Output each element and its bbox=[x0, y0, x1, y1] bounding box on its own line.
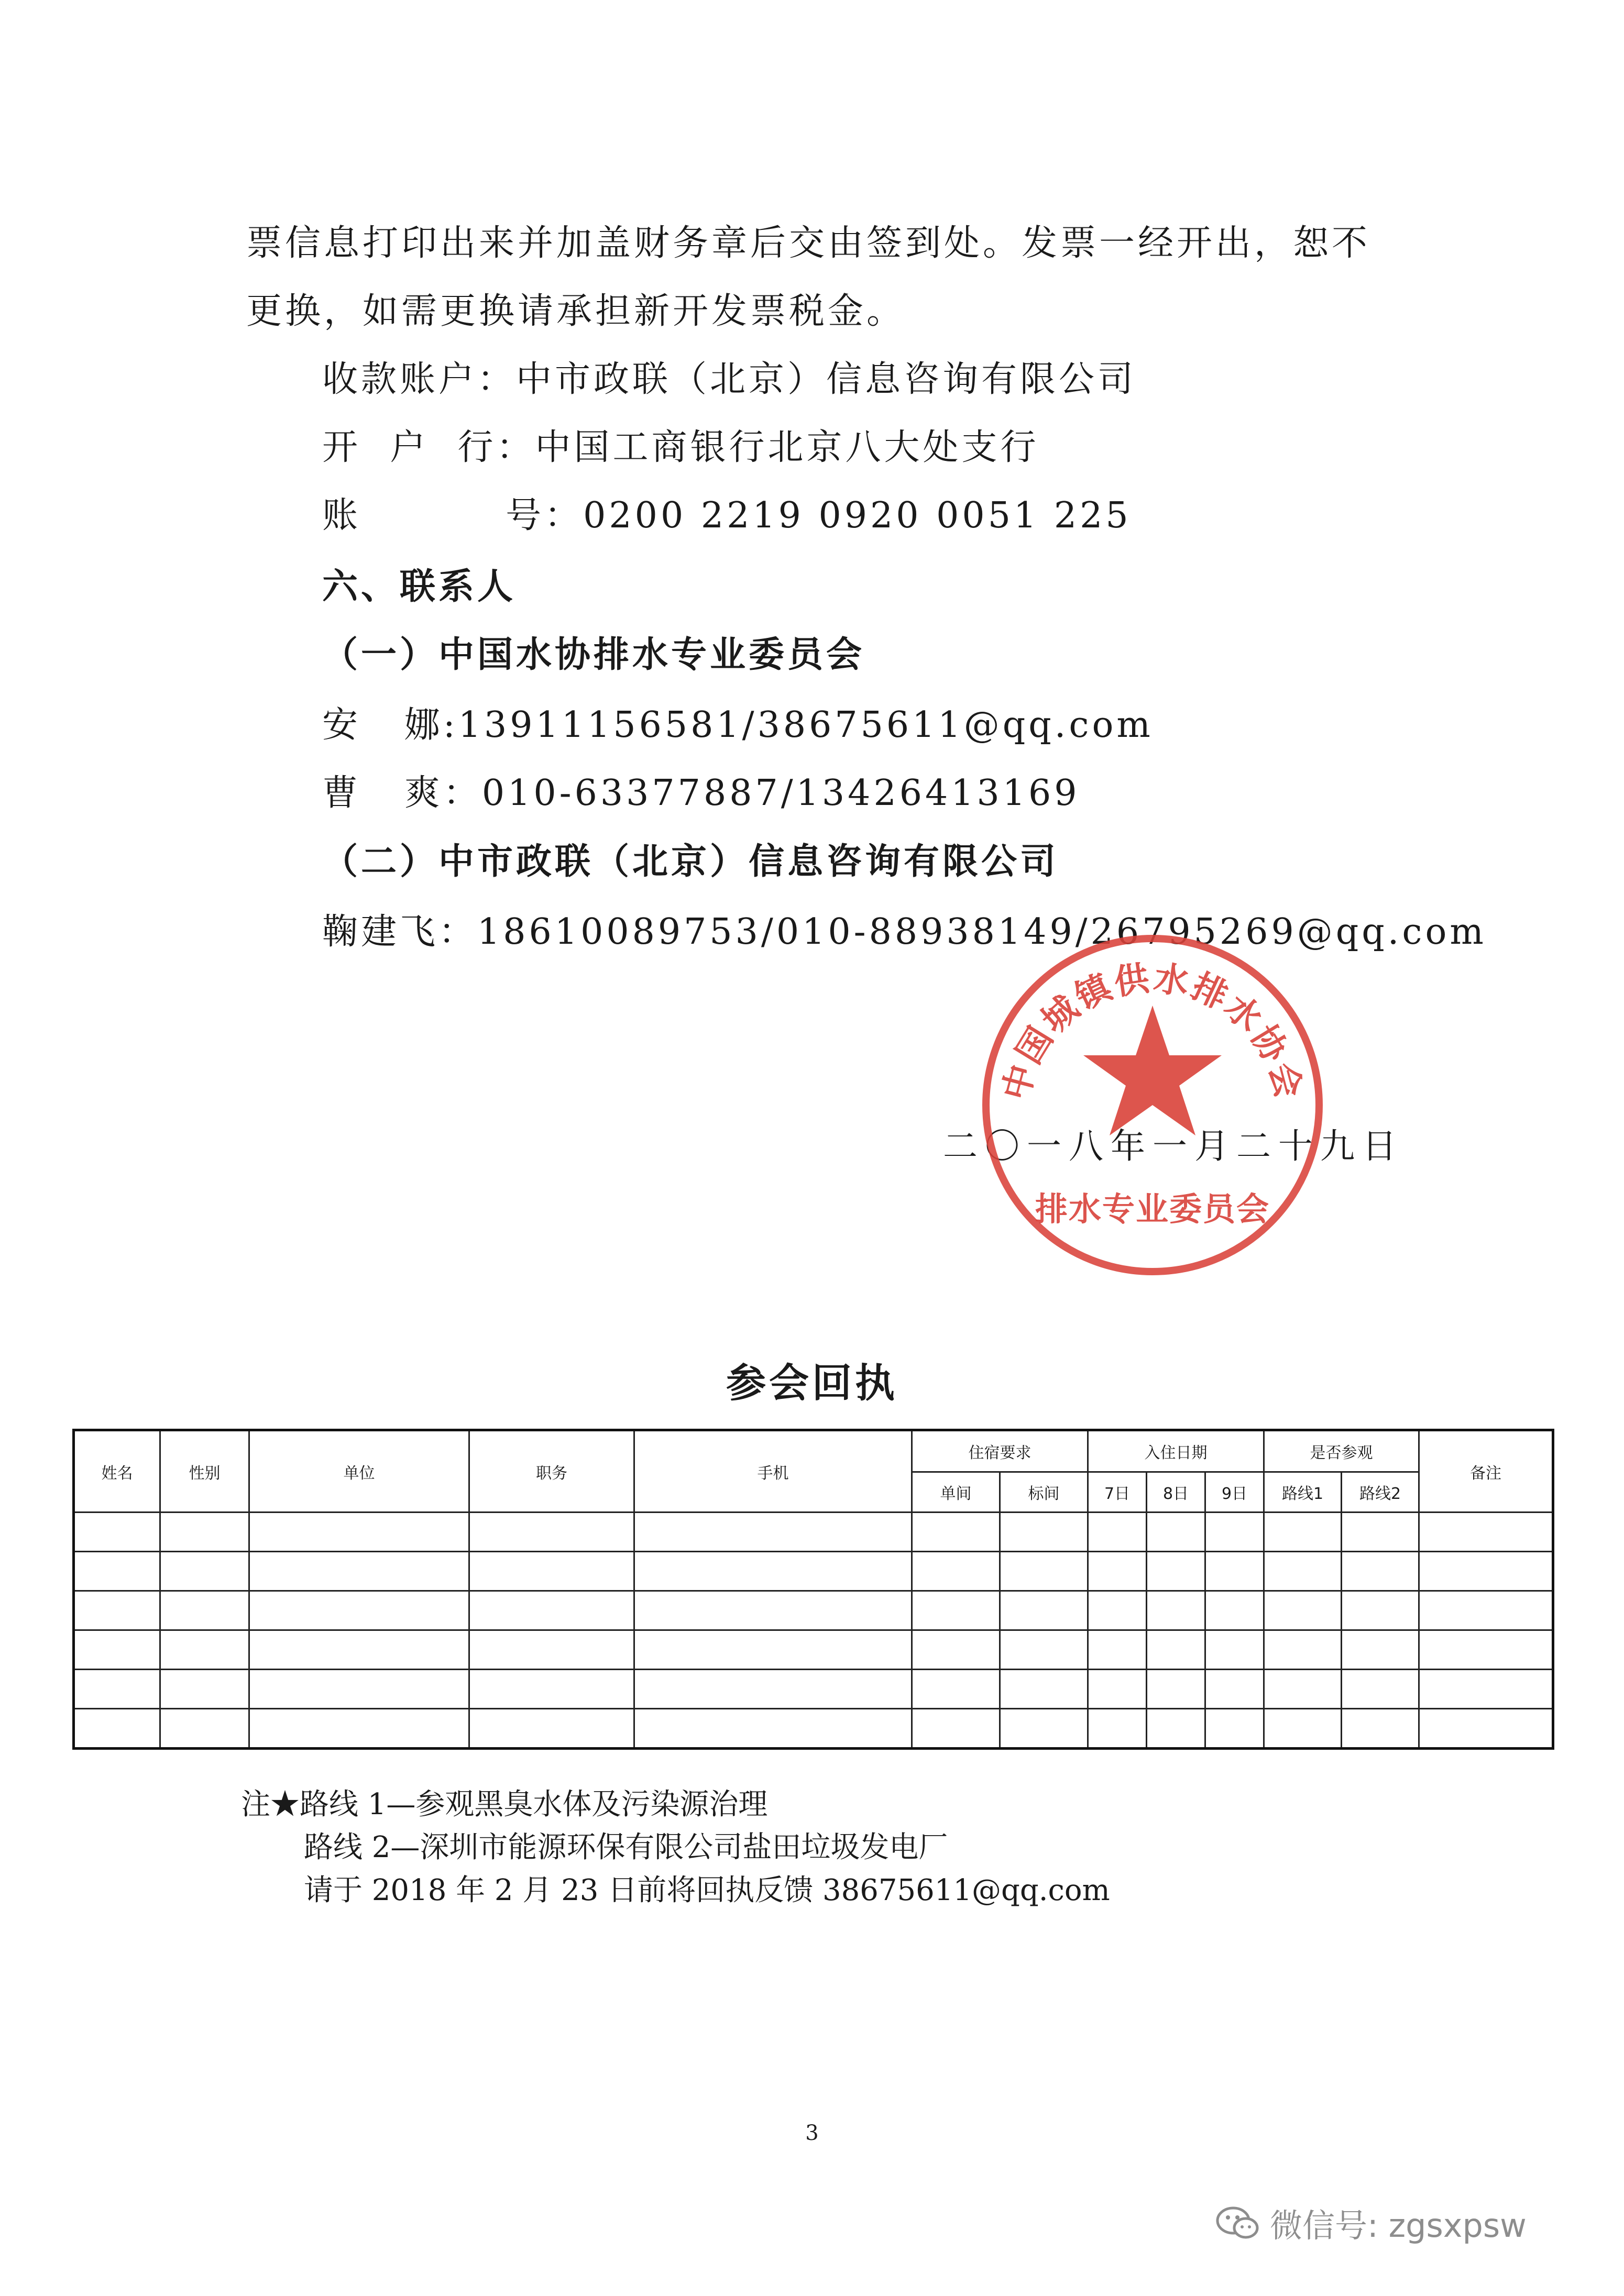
table-cell[interactable] bbox=[469, 1552, 634, 1591]
table-cell[interactable] bbox=[74, 1552, 160, 1591]
bank-row bbox=[322, 424, 1039, 471]
watermark-text: 微信号: zgsxpsw bbox=[1270, 2206, 1527, 2245]
table-cell[interactable] bbox=[1147, 1552, 1205, 1591]
table-cell[interactable] bbox=[1264, 1709, 1342, 1749]
table-cell[interactable] bbox=[160, 1513, 249, 1552]
table-cell[interactable] bbox=[912, 1591, 1000, 1630]
table-cell[interactable] bbox=[1205, 1630, 1264, 1670]
table-cell[interactable] bbox=[1000, 1630, 1088, 1670]
svg-text:中国城镇供水排水协会: 中国城镇供水排水协会 bbox=[995, 957, 1310, 1105]
table-cell[interactable] bbox=[160, 1670, 249, 1709]
contact-name: 安 娜 bbox=[322, 704, 443, 746]
contacts-heading: 六、联系人 bbox=[322, 566, 517, 608]
contact-person-2 bbox=[322, 770, 1080, 817]
wechat-watermark bbox=[1215, 2200, 1527, 2246]
header-phone: 手机 bbox=[634, 1430, 912, 1513]
table-cell[interactable] bbox=[1147, 1591, 1205, 1630]
table-cell[interactable] bbox=[1088, 1552, 1147, 1591]
account-label: 收款账户： bbox=[322, 359, 517, 400]
table-cell[interactable] bbox=[160, 1630, 249, 1670]
table-cell[interactable] bbox=[1088, 1630, 1147, 1670]
contact-name: 曹 爽 bbox=[322, 772, 443, 814]
table-cell[interactable] bbox=[1000, 1591, 1088, 1630]
page-number: 3 bbox=[805, 2121, 819, 2145]
header-day-9: 9日 bbox=[1205, 1472, 1264, 1513]
table-cell[interactable] bbox=[469, 1670, 634, 1709]
table-cell[interactable] bbox=[74, 1670, 160, 1709]
header-route-1: 路线1 bbox=[1264, 1472, 1342, 1513]
account-row bbox=[322, 356, 1136, 403]
table-cell[interactable] bbox=[469, 1630, 634, 1670]
table-cell[interactable] bbox=[1205, 1591, 1264, 1630]
header-remarks: 备注 bbox=[1419, 1430, 1553, 1513]
table-cell[interactable] bbox=[634, 1552, 912, 1591]
official-seal-stamp bbox=[974, 927, 1331, 1283]
paragraph-line: 票信息打印出来并加盖财务章后交由签到处。发票一经开出，恕不 bbox=[246, 223, 1371, 264]
bank-value: 中国工商银行北京八大处支行 bbox=[535, 427, 1039, 468]
table-cell[interactable] bbox=[1264, 1552, 1342, 1591]
table-row bbox=[74, 1709, 1553, 1749]
table-cell[interactable] bbox=[1000, 1552, 1088, 1591]
table-row bbox=[74, 1552, 1553, 1591]
table-cell[interactable] bbox=[1264, 1670, 1342, 1709]
table-cell[interactable] bbox=[249, 1709, 469, 1749]
contact-person-1 bbox=[322, 702, 1154, 749]
bank-label: 开 户 行： bbox=[322, 427, 535, 468]
form-notes bbox=[241, 1783, 1110, 1912]
table-cell[interactable] bbox=[912, 1513, 1000, 1552]
reply-form-title: 参会回执 bbox=[726, 1360, 898, 1406]
contact-name: 鞠建飞 bbox=[322, 911, 439, 953]
table-cell[interactable] bbox=[1342, 1591, 1419, 1630]
table-cell[interactable] bbox=[1342, 1513, 1419, 1552]
contact-info: :13911156581/38675611@qq.com bbox=[443, 704, 1154, 746]
table-cell[interactable] bbox=[1088, 1670, 1147, 1709]
header-gender: 性别 bbox=[160, 1430, 249, 1513]
table-cell[interactable] bbox=[469, 1591, 634, 1630]
table-cell[interactable] bbox=[1147, 1513, 1205, 1552]
header-unit: 单位 bbox=[249, 1430, 469, 1513]
table-cell[interactable] bbox=[74, 1630, 160, 1670]
table-cell[interactable] bbox=[1419, 1630, 1553, 1670]
account-value: 中市政联（北京）信息咨询有限公司 bbox=[516, 359, 1137, 400]
table-cell[interactable] bbox=[634, 1591, 912, 1630]
header-day-8: 8日 bbox=[1147, 1472, 1205, 1513]
table-cell[interactable] bbox=[912, 1670, 1000, 1709]
table-cell[interactable] bbox=[1264, 1591, 1342, 1630]
table-cell[interactable] bbox=[1147, 1630, 1205, 1670]
header-name: 姓名 bbox=[74, 1430, 160, 1513]
table-cell[interactable] bbox=[1205, 1709, 1264, 1749]
header-lodging: 住宿要求 bbox=[912, 1430, 1088, 1472]
table-cell[interactable] bbox=[1264, 1630, 1342, 1670]
table-cell[interactable] bbox=[1147, 1709, 1205, 1749]
table-cell[interactable] bbox=[160, 1591, 249, 1630]
table-cell[interactable] bbox=[634, 1513, 912, 1552]
contact-info: ：18610089753/010-88938149/26795269@qq.com bbox=[438, 911, 1487, 953]
table-cell[interactable] bbox=[1205, 1670, 1264, 1709]
header-lodging-single: 单间 bbox=[912, 1472, 1000, 1513]
seal-star-icon bbox=[1083, 1006, 1222, 1135]
reply-form-body bbox=[74, 1513, 1553, 1749]
table-cell[interactable] bbox=[1342, 1630, 1419, 1670]
table-cell[interactable] bbox=[1088, 1591, 1147, 1630]
table-cell[interactable] bbox=[912, 1630, 1000, 1670]
table-cell[interactable] bbox=[1342, 1670, 1419, 1709]
account-number-value: 0200 2219 0920 0051 225 bbox=[583, 495, 1132, 536]
table-cell[interactable] bbox=[249, 1591, 469, 1630]
note-route-1: 注★路线 1—参观黑臭水体及污染源治理 bbox=[241, 1787, 768, 1822]
header-visit: 是否参观 bbox=[1264, 1430, 1419, 1472]
table-cell[interactable] bbox=[634, 1670, 912, 1709]
header-lodging-double: 标间 bbox=[1000, 1472, 1088, 1513]
table-cell[interactable] bbox=[1088, 1513, 1147, 1552]
paragraph-line: 更换，如需更换请承担新开发票税金。 bbox=[246, 291, 906, 332]
table-cell[interactable] bbox=[74, 1513, 160, 1552]
table-cell[interactable] bbox=[634, 1709, 912, 1749]
table-cell[interactable] bbox=[160, 1552, 249, 1591]
table-cell[interactable] bbox=[249, 1513, 469, 1552]
note-route-2: 路线 2—深圳市能源环保有限公司盐田垃圾发电厂 bbox=[304, 1830, 948, 1864]
table-cell[interactable] bbox=[1419, 1552, 1553, 1591]
contact-org-2: （二）中市政联（北京）信息咨询有限公司 bbox=[322, 841, 1059, 882]
table-row bbox=[74, 1670, 1553, 1709]
table-cell[interactable] bbox=[469, 1513, 634, 1552]
header-route-2: 路线2 bbox=[1342, 1472, 1419, 1513]
reply-form-table bbox=[72, 1429, 1554, 1750]
table-cell[interactable] bbox=[912, 1552, 1000, 1591]
table-cell[interactable] bbox=[634, 1630, 912, 1670]
header-position: 职务 bbox=[469, 1430, 634, 1513]
table-cell[interactable] bbox=[249, 1670, 469, 1709]
table-row bbox=[74, 1513, 1553, 1552]
svg-text:排水专业委员会: 排水专业委员会 bbox=[1035, 1190, 1270, 1228]
table-cell[interactable] bbox=[1419, 1709, 1553, 1749]
contact-org-1: （一）中国水协排水专业委员会 bbox=[322, 634, 865, 676]
table-cell[interactable] bbox=[1205, 1513, 1264, 1552]
contact-info: ：010-63377887/13426413169 bbox=[443, 772, 1080, 814]
issue-date: 二〇一八年一月二十九日 bbox=[943, 1126, 1404, 1166]
table-cell[interactable] bbox=[1000, 1670, 1088, 1709]
note-deadline: 请于 2018 年 2 月 23 日前将回执反馈 38675611@qq.com bbox=[304, 1873, 1110, 1907]
table-cell[interactable] bbox=[469, 1709, 634, 1749]
header-day-7: 7日 bbox=[1088, 1472, 1147, 1513]
table-cell[interactable] bbox=[1000, 1709, 1088, 1749]
table-cell[interactable] bbox=[1264, 1513, 1342, 1552]
table-cell[interactable] bbox=[1147, 1670, 1205, 1709]
table-cell[interactable] bbox=[74, 1709, 160, 1749]
table-cell[interactable] bbox=[1205, 1552, 1264, 1591]
table-cell[interactable] bbox=[1342, 1552, 1419, 1591]
header-checkin: 入住日期 bbox=[1088, 1430, 1264, 1472]
table-cell[interactable] bbox=[1342, 1709, 1419, 1749]
table-cell[interactable] bbox=[912, 1709, 1000, 1749]
table-cell[interactable] bbox=[1088, 1709, 1147, 1749]
account-number-row bbox=[322, 492, 1132, 539]
table-cell[interactable] bbox=[1000, 1513, 1088, 1552]
table-cell[interactable] bbox=[1419, 1591, 1553, 1630]
table-row bbox=[74, 1591, 1553, 1630]
table-cell[interactable] bbox=[74, 1591, 160, 1630]
account-number-label: 账 号： bbox=[322, 495, 584, 536]
wechat-icon bbox=[1215, 2205, 1260, 2242]
table-cell[interactable] bbox=[249, 1630, 469, 1670]
table-cell[interactable] bbox=[160, 1709, 249, 1749]
table-cell[interactable] bbox=[1419, 1670, 1553, 1709]
table-row bbox=[74, 1630, 1553, 1670]
table-cell[interactable] bbox=[1419, 1513, 1553, 1552]
table-cell[interactable] bbox=[249, 1552, 469, 1591]
